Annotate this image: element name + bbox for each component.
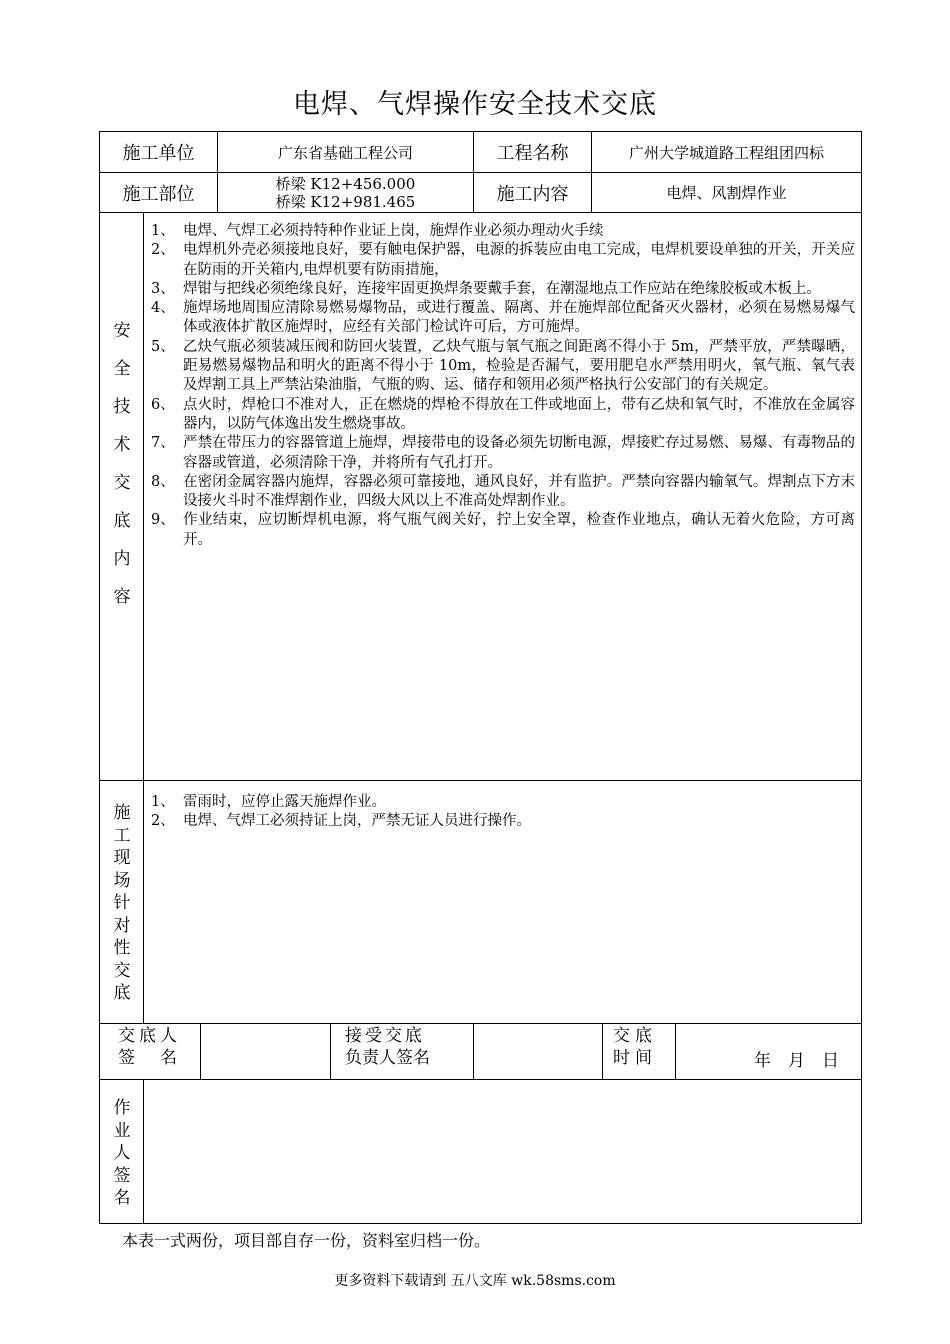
item-text: 电焊、气焊工必须持特种作业证上岗，施焊作业必须办理动火手续	[183, 223, 604, 239]
receiver-label	[331, 1025, 473, 1079]
item-number: 2、	[151, 813, 175, 830]
location-value-line-1: 桥梁 K12+456.000	[275, 174, 416, 193]
item-number: 2、	[151, 242, 175, 259]
list-item	[151, 812, 855, 831]
item-number: 5、	[151, 338, 175, 355]
list-item	[151, 338, 855, 396]
receiver-label-line-2: 负责人签名	[345, 1048, 430, 1068]
time-label	[603, 1025, 675, 1079]
location-value	[218, 173, 473, 212]
item-number: 7、	[151, 435, 175, 452]
item-text: 电焊机外壳必须接地良好，要有触电保护器，电源的拆装应由电工完成，电焊机要设单独的开关，开关应在防雨的开关箱内,电焊机要有防雨措施，	[183, 242, 855, 278]
list-item	[151, 793, 855, 812]
time-label-line-2: 时间	[613, 1048, 657, 1068]
receiver-label-line-1: 接受交底	[345, 1026, 425, 1046]
list-item	[151, 280, 855, 299]
location-value-line-2: 桥梁 K12+981.465	[275, 192, 416, 211]
list-item	[151, 222, 855, 241]
location-label: 施工部位	[122, 183, 195, 205]
item-number: 1、	[151, 794, 175, 810]
list-item	[151, 241, 855, 280]
item-text: 点火时，焊枪口不准对人，正在燃烧的焊枪不得放在工件或地面上，带有乙炔和氧气时，不准放在金属容器内，以防气体逸出发生燃烧事故。	[183, 396, 855, 432]
item-text: 乙炔气瓶必须装减压阀和防回火装置，乙炔气瓶与氧气瓶之间距离不得小于 5m，严禁平放，严禁曝晒，距易燃易爆物品和明火的距离不得小于 10m，检验是否漏气，要用肥皂水严禁用明火，氧气瓶、氧气表及焊割工具上严禁沾染油脂，气瓶的购、运、储存和领用必须严格执行公安部门的有关规定。	[183, 338, 855, 394]
project-label: 工程名称	[496, 143, 569, 164]
date-field[interactable]: 年 月 日	[754, 1051, 839, 1071]
item-number: 8、	[151, 473, 175, 490]
item-text: 作业结束，应切断焊机电源，将气瓶气阀关好，拧上安全罩，检查作业地点，确认无着火危险，方可离开。	[183, 512, 855, 548]
giver-signature-field[interactable]	[201, 1024, 330, 1079]
site-label: 施工现场针对性交底	[113, 803, 131, 1003]
item-text: 严禁在带压力的容器管道上施焊，焊接带电的设备必须先切断电源，焊接贮存过易燃、易爆、有毒物品的容器或管道，必须清除干净，并将所有气孔打开。	[183, 435, 855, 471]
content-value: 电焊、风割焊作业	[666, 184, 787, 202]
document-title: 电焊、气焊操作安全技术交底	[293, 89, 657, 120]
item-text: 施焊场地周围应清除易燃易爆物品，或进行覆盖、隔离、并在施焊部位配备灭火器材，必须在易燃易爆气体或液体扩散区施焊时，应经有关部门检试许可后，方可施焊。	[183, 300, 855, 336]
safety-label: 安全技术交底内容	[113, 321, 131, 607]
list-item	[151, 299, 855, 338]
worker-label: 作业人签名	[113, 1098, 131, 1208]
item-text: 在密闭金属容器内施焊，容器必须可靠接地，通风良好，并有监护。严禁向容器内输氧气。焊割点下方末设接火斗时不准焊割作业，四级大风以上不准高处焊割作业。	[183, 473, 855, 510]
footnote: 本表一式两份，项目部自存一份，资料室归档一份。	[122, 1231, 491, 1250]
time-label-line-1: 交底	[613, 1026, 657, 1046]
content-label: 施工内容	[496, 183, 569, 205]
giver-label-line-2: 签 名	[118, 1048, 181, 1068]
list-item	[151, 473, 855, 512]
item-text: 雷雨时，应停止露天施焊作业。	[183, 794, 386, 810]
item-text: 电焊、气焊工必须持证上岗，严禁无证人员进行操作。	[183, 813, 531, 830]
giver-label-line-1: 交底人	[118, 1026, 181, 1046]
item-number: 9、	[151, 512, 175, 529]
list-item	[151, 396, 855, 435]
giver-label	[100, 1025, 200, 1079]
receiver-signature-field[interactable]	[474, 1024, 602, 1079]
item-text: 焊钳与把线必须绝缘良好，连接牢固更换焊条要戴手套，在潮湿地点工作应站在绝缘胶板或木板上。	[183, 280, 821, 297]
item-number: 3、	[151, 280, 175, 297]
site-items	[151, 793, 855, 832]
project-value: 广州大学城道路工程组团四标	[628, 143, 824, 162]
item-number: 6、	[151, 396, 175, 413]
safety-items	[151, 222, 855, 550]
footer-link[interactable]: 更多资料下载请到 五八文库 wk.58sms.com	[334, 1273, 616, 1289]
item-number: 4、	[151, 300, 175, 317]
unit-value: 广东省基础工程公司	[277, 143, 413, 162]
unit-label: 施工单位	[122, 143, 195, 164]
item-number: 1、	[151, 223, 175, 239]
worker-signature-field[interactable]	[144, 1080, 861, 1223]
list-item	[151, 511, 855, 550]
list-item	[151, 434, 855, 473]
